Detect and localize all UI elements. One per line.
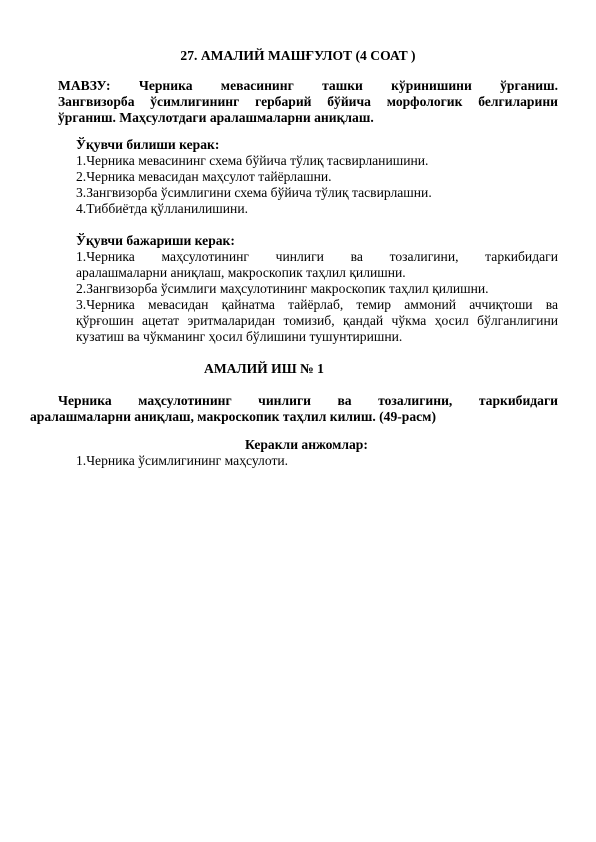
know-item: 2.Черника мевасидан маҳсулот тайёрлашни. bbox=[76, 169, 332, 184]
topic-line-3: ўрганиш. Маҳсулотдаги аралашмаларни аниқлаш. bbox=[58, 110, 374, 125]
know-item: 1.Черника мевасининг схема бўйича тўлиқ тасвирланишини. bbox=[76, 153, 429, 168]
materials-heading: Керакли анжомлар: bbox=[245, 437, 368, 452]
know-heading: Ўқувчи билиши керак: bbox=[76, 137, 220, 152]
materials-item: 1.Черника ўсимлигининг маҳсулоти. bbox=[76, 453, 289, 468]
work-line-2: аралашмаларни аниқлаш, макроскопик таҳлил килиш. (49-расм) bbox=[30, 409, 436, 424]
topic-line-1: МАВЗУ: Черника мевасининг ташки кўринишини ўрганиш. bbox=[58, 78, 558, 93]
do-line: қўрғошин ацетат эритмаларидан томизиб, қандай чўкма ҳосил бўлганлигини bbox=[76, 313, 558, 328]
page-title: 27. АМАЛИЙ МАШҒУЛОТ (4 СОАТ ) bbox=[180, 48, 416, 63]
do-line: 1.Черника маҳсулотининг чинлиги ва тозалигини, таркибидаги bbox=[76, 249, 558, 264]
topic-line-2: Зангвизорба ўсимлигининг гербарий бўйича морфологик белгиларини bbox=[58, 94, 558, 109]
work-heading: АМАЛИЙ ИШ № 1 bbox=[204, 361, 324, 376]
know-item: 4.Тиббиётда қўлланилишини. bbox=[76, 201, 248, 216]
work-line-1: Черника маҳсулотининг чинлиги ва тозалигини, таркибидаги bbox=[58, 393, 558, 408]
do-line: кузатиш ва чўкманинг ҳосил бўлишини тушунтиришни. bbox=[76, 329, 403, 344]
do-line: аралашмаларни аниқлаш, макроскопик таҳлил қилишни. bbox=[76, 265, 406, 280]
do-heading: Ўқувчи бажариши керак: bbox=[76, 233, 235, 248]
do-line: 3.Черника мевасидан қайнатма тайёрлаб, темир аммоний аччиқтоши ва bbox=[76, 297, 558, 312]
do-line: 2.Зангвизорба ўсимлиги маҳсулотининг макроскопик таҳлил қилишни. bbox=[76, 281, 489, 296]
know-item: 3.Зангвизорба ўсимлигини схема бўйича тўлиқ тасвирлашни. bbox=[76, 185, 432, 200]
